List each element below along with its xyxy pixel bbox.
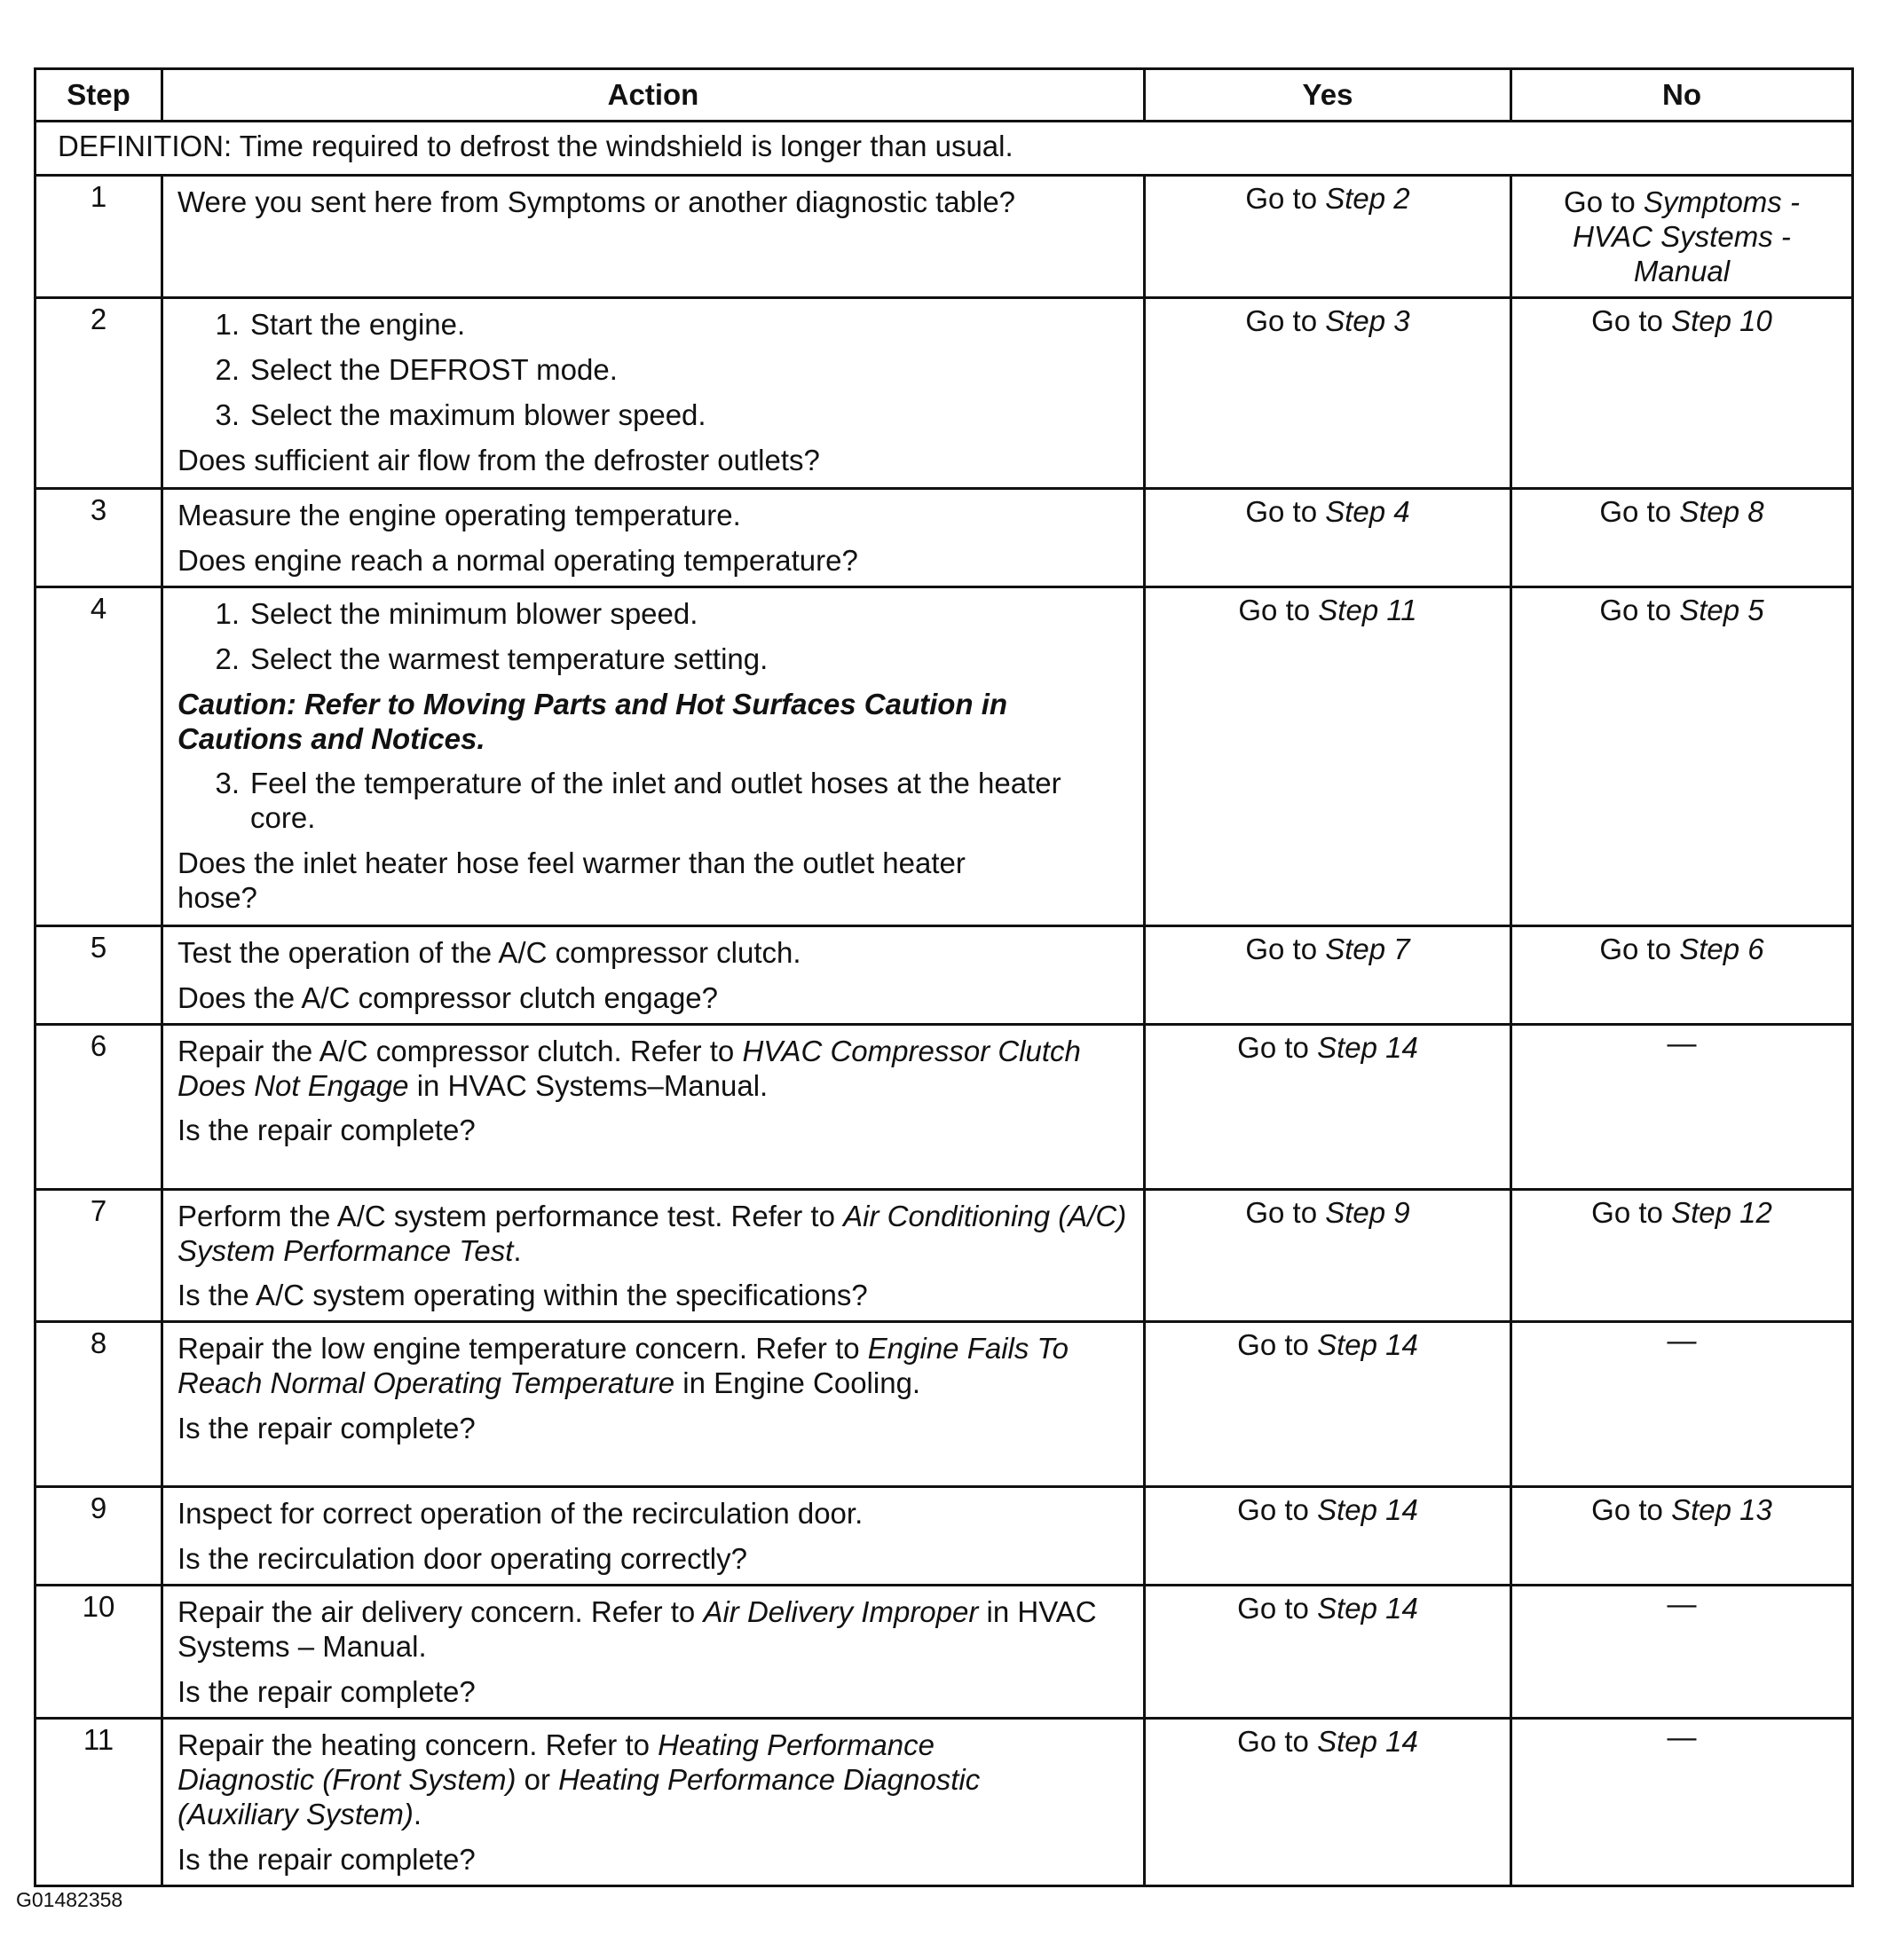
no-prefix: Go to — [1599, 593, 1672, 626]
action-text: Repair the low engine temperature concern. Refer to Engine Fails To Reach Normal Operating Temperature in Engine Cooling. — [177, 1332, 1069, 1400]
yes-prefix: Go to — [1245, 932, 1318, 965]
table-row — [35, 1586, 1853, 1719]
yes-step-link[interactable]: Step 14 — [1317, 1030, 1418, 1064]
no-cell-empty: — — [1511, 1024, 1853, 1189]
yes-prefix: Go to — [1237, 1493, 1309, 1527]
table-row — [35, 297, 1853, 488]
action-question: Is the A/C system operating within the specifications? — [177, 1279, 868, 1312]
no-prefix: Go to — [1591, 1195, 1663, 1229]
diagnostic-table — [34, 67, 1854, 1887]
action-text: Repair the A/C compressor clutch. Refer to HVAC Compressor Clutch Does Not Engage in HVAC Systems–Manual. — [177, 1034, 1081, 1102]
action-question: Does the A/C compressor clutch engage? — [177, 980, 719, 1014]
yes-prefix: Go to — [1237, 1030, 1309, 1064]
table-row — [35, 586, 1853, 925]
yes-prefix: Go to — [1237, 1725, 1309, 1759]
yes-prefix: Go to — [1245, 494, 1318, 528]
yes-cell — [1145, 1189, 1511, 1322]
step-number: 1 — [35, 176, 162, 298]
reference-link[interactable]: Heating Performance Diagnostic (Front System) — [177, 1728, 935, 1797]
action-question: Is the repair complete? — [177, 1675, 476, 1709]
step-number: 2 — [35, 297, 162, 488]
no-cell-empty: — — [1511, 1586, 1853, 1719]
action-list-item: 3. Feel the temperature of the inlet and outlet hoses at the heater core. — [215, 767, 1061, 835]
header-step: Step — [35, 69, 162, 122]
no-prefix: Go to — [1564, 185, 1636, 218]
step-number: 8 — [35, 1322, 162, 1487]
yes-cell — [1145, 1719, 1511, 1886]
yes-step-link[interactable]: Step 11 — [1318, 593, 1417, 626]
yes-cell — [1145, 1024, 1511, 1189]
action-text: Test the operation of the A/C compressor clutch. — [177, 935, 801, 969]
definition-text: DEFINITION: Time required to defrost the windshield is longer than usual. — [35, 122, 1853, 176]
action-cell — [162, 1024, 1145, 1189]
yes-prefix: Go to — [1245, 1195, 1318, 1229]
yes-step-link[interactable]: Step 2 — [1325, 182, 1410, 215]
no-cell — [1511, 297, 1853, 488]
action-cell — [162, 1487, 1145, 1586]
action-text: Perform the A/C system performance test. Refer to Air Conditioning (A/C) System Performance Test. — [177, 1199, 1127, 1267]
action-question: Does engine reach a normal operating temperature? — [177, 543, 858, 577]
header-yes: Yes — [1145, 69, 1511, 122]
yes-cell — [1145, 925, 1511, 1024]
table-row — [35, 1719, 1853, 1886]
step-number: 11 — [35, 1719, 162, 1886]
yes-prefix: Go to — [1238, 593, 1311, 626]
yes-step-link[interactable]: Step 14 — [1317, 1328, 1418, 1362]
reference-link[interactable]: Air Conditioning (A/C) System Performance Test — [177, 1199, 1127, 1267]
figure-id: G01482358 — [16, 1888, 123, 1911]
yes-cell — [1145, 586, 1511, 925]
action-cell — [162, 488, 1145, 586]
action-text: Inspect for correct operation of the recirculation door. — [177, 1497, 864, 1531]
action-text: Repair the heating concern. Refer to Heating Performance Diagnostic (Front System) or Heating Performance Diagnostic (Auxiliary System). — [177, 1728, 981, 1831]
header-action: Action — [162, 69, 1145, 122]
action-question: Does sufficient air flow from the defroster outlets? — [177, 443, 820, 476]
no-cell — [1511, 1189, 1853, 1322]
table-row — [35, 176, 1853, 298]
no-cell-empty: — — [1511, 1322, 1853, 1487]
step-number: 4 — [35, 586, 162, 925]
action-question: Is the recirculation door operating correctly? — [177, 1542, 747, 1576]
action-cell — [162, 586, 1145, 925]
action-cell — [162, 297, 1145, 488]
action-text: Measure the engine operating temperature. — [177, 498, 741, 531]
yes-prefix: Go to — [1245, 303, 1318, 337]
table-row — [35, 1024, 1853, 1189]
no-step-link[interactable]: Step 6 — [1679, 932, 1764, 965]
no-cell — [1511, 1487, 1853, 1586]
yes-cell — [1145, 488, 1511, 586]
action-list-item: 1. Start the engine. — [215, 307, 466, 341]
yes-step-link[interactable]: Step 3 — [1325, 303, 1410, 337]
yes-step-link[interactable]: Step 4 — [1325, 494, 1410, 528]
caution-note: Caution: Refer to Moving Parts and Hot Surfaces Caution in Cautions and Notices. — [177, 687, 1008, 755]
action-text: Repair the air delivery concern. Refer to Air Delivery Improper in HVAC Systems – Manual. — [177, 1595, 1097, 1664]
action-cell — [162, 1586, 1145, 1719]
no-step-link[interactable]: Step 8 — [1679, 494, 1764, 528]
no-step-link[interactable]: Step 12 — [1671, 1195, 1772, 1229]
yes-step-link[interactable]: Step 14 — [1317, 1725, 1418, 1759]
action-question: Is the repair complete? — [177, 1843, 476, 1877]
header-row — [35, 69, 1853, 122]
yes-cell — [1145, 1322, 1511, 1487]
yes-cell — [1145, 1487, 1511, 1586]
action-cell — [162, 1189, 1145, 1322]
reference-link[interactable]: Heating Performance Diagnostic (Auxiliary System) — [177, 1763, 981, 1831]
no-prefix: Go to — [1599, 932, 1672, 965]
yes-prefix: Go to — [1237, 1328, 1309, 1362]
action-question: Does the inlet heater hose feel warmer than the outlet heater hose? — [177, 846, 966, 915]
no-cell — [1511, 488, 1853, 586]
action-cell — [162, 176, 1145, 298]
no-prefix: Go to — [1591, 1493, 1663, 1527]
yes-step-link[interactable]: Step 9 — [1325, 1195, 1410, 1229]
step-number: 3 — [35, 488, 162, 586]
yes-step-link[interactable]: Step 14 — [1317, 1493, 1418, 1527]
action-list-item: 2. Select the DEFROST mode. — [215, 352, 618, 386]
table-row — [35, 1487, 1853, 1586]
reference-link[interactable]: Air Delivery Improper — [703, 1595, 979, 1629]
no-cell — [1511, 925, 1853, 1024]
action-cell — [162, 925, 1145, 1024]
action-list-item: 3. Select the maximum blower speed. — [215, 398, 706, 431]
no-cell — [1511, 176, 1853, 298]
yes-prefix: Go to — [1245, 182, 1318, 215]
yes-prefix: Go to — [1237, 1592, 1309, 1625]
step-number: 10 — [35, 1586, 162, 1719]
header-no: No — [1511, 69, 1853, 122]
action-cell — [162, 1322, 1145, 1487]
table-row — [35, 1189, 1853, 1322]
action-cell — [162, 1719, 1145, 1886]
no-cell — [1511, 586, 1853, 925]
table-row — [35, 1322, 1853, 1487]
no-step-link[interactable]: Step 5 — [1679, 593, 1764, 626]
no-symptoms-link[interactable]: Symptoms - HVAC Systems - Manual — [1573, 185, 1800, 287]
no-step-link[interactable]: Step 10 — [1671, 303, 1772, 337]
no-prefix: Go to — [1599, 494, 1672, 528]
yes-cell — [1145, 1586, 1511, 1719]
yes-step-link[interactable]: Step 7 — [1325, 932, 1410, 965]
step-number: 9 — [35, 1487, 162, 1586]
no-prefix: Go to — [1591, 303, 1663, 337]
action-list-item: 1. Select the minimum blower speed. — [215, 596, 698, 630]
table-row — [35, 488, 1853, 586]
action-question: Were you sent here from Symptoms or another diagnostic table? — [177, 185, 1016, 218]
no-cell-empty: — — [1511, 1719, 1853, 1886]
yes-cell — [1145, 297, 1511, 488]
yes-cell — [1145, 176, 1511, 298]
definition-row — [35, 122, 1853, 176]
action-list-item: 2. Select the warmest temperature setting. — [215, 642, 769, 675]
yes-step-link[interactable]: Step 14 — [1317, 1592, 1418, 1625]
step-number: 7 — [35, 1189, 162, 1322]
reference-link[interactable]: Engine Fails To Reach Normal Operating Temperature — [177, 1332, 1069, 1400]
table-row — [35, 925, 1853, 1024]
step-number: 6 — [35, 1024, 162, 1189]
action-question: Is the repair complete? — [177, 1412, 476, 1445]
step-number: 5 — [35, 925, 162, 1024]
reference-link[interactable]: HVAC Compressor Clutch Does Not Engage — [177, 1034, 1081, 1102]
no-step-link[interactable]: Step 13 — [1671, 1493, 1772, 1527]
action-question: Is the repair complete? — [177, 1114, 476, 1147]
